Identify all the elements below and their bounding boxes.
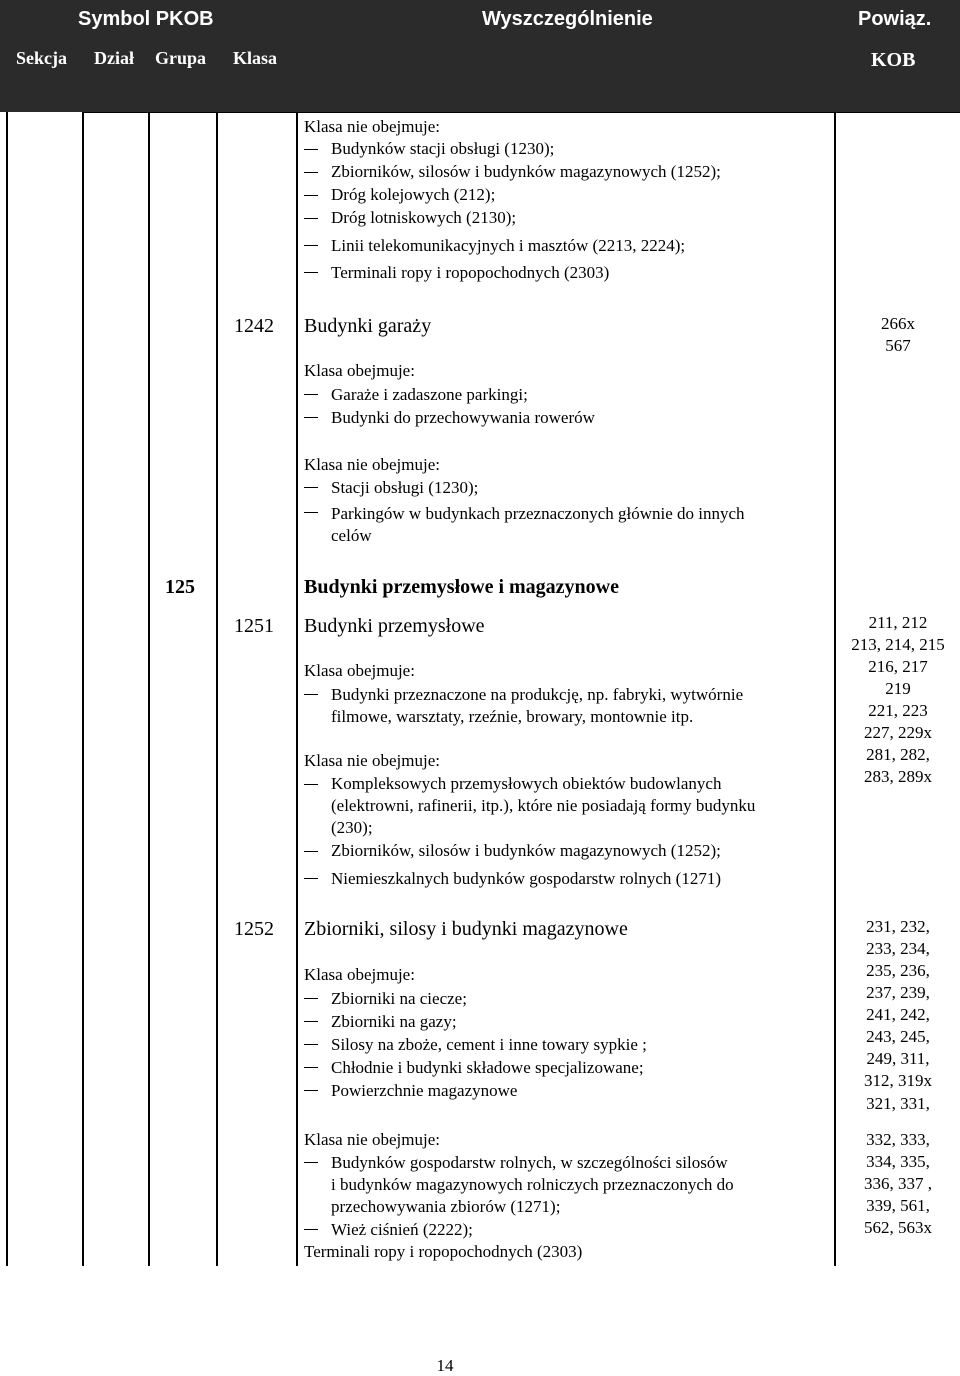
header-klasa: Klasa bbox=[233, 48, 278, 68]
column-divider bbox=[82, 112, 84, 1266]
cont-item: Terminali ropy i ropopochodnych (2303) bbox=[331, 263, 610, 282]
exclusion-item: Terminali ropy i ropopochodnych (2303) bbox=[304, 1242, 583, 1261]
bullet-dash bbox=[304, 851, 318, 852]
bullet-dash bbox=[304, 998, 318, 999]
class-code-1242: 1242 bbox=[234, 315, 274, 337]
inclusion-item: Powierzchnie magazynowe bbox=[331, 1081, 518, 1100]
class-code-1251: 1251 bbox=[234, 615, 274, 637]
bullet-dash bbox=[304, 1229, 318, 1230]
kob-1251: 281, 282, bbox=[866, 745, 930, 764]
header-grupa: Grupa bbox=[155, 48, 207, 68]
bullet-dash bbox=[304, 784, 318, 785]
bullet-dash bbox=[304, 878, 318, 879]
cont-item: Dróg lotniskowych (2130); bbox=[331, 208, 517, 227]
kob-1251: 227, 229x bbox=[864, 723, 932, 742]
cont-exclusion-label: Klasa nie obejmuje: bbox=[304, 117, 440, 136]
inclusion-label: Klasa obejmuje: bbox=[304, 661, 415, 680]
inclusion-item: filmowe, warsztaty, rzeźnie, browary, montownie itp. bbox=[331, 707, 694, 726]
kob-1252: 243, 245, bbox=[866, 1027, 930, 1046]
kob-1252: 312, 319x bbox=[864, 1071, 932, 1090]
bullet-dash bbox=[304, 172, 318, 173]
kob-1251: 211, 212 bbox=[868, 613, 928, 632]
bullet-dash bbox=[304, 149, 318, 150]
bullet-dash bbox=[304, 245, 318, 246]
inclusion-item: Budynki przeznaczone na produkcję, np. fabryki, wytwórnie bbox=[331, 685, 744, 704]
table-header bbox=[0, 0, 960, 112]
inclusion-item: Silosy na zboże, cement i inne towary sypkie ; bbox=[331, 1035, 647, 1054]
bullet-dash bbox=[304, 417, 318, 418]
bullet-dash bbox=[304, 1021, 318, 1022]
column-divider bbox=[148, 112, 150, 1266]
exclusion-item: (elektrowni, rafinerii, itp.), które nie posiadają formy budynku bbox=[331, 796, 756, 815]
cont-item: Dróg kolejowych (212); bbox=[331, 185, 496, 204]
header-powiaz: Powiąz. bbox=[858, 8, 932, 30]
bullet-dash bbox=[304, 1044, 318, 1045]
bullet-dash bbox=[304, 218, 318, 219]
group-title-125: Budynki przemysłowe i magazynowe bbox=[304, 576, 619, 598]
class-title-1252: Zbiorniki, silosy i budynki magazynowe bbox=[304, 918, 628, 940]
top-rule bbox=[82, 112, 960, 113]
exclusion-label: Klasa nie obejmuje: bbox=[304, 1130, 440, 1149]
kob-1252: 237, 239, bbox=[866, 983, 930, 1002]
page-number: 14 bbox=[436, 1356, 454, 1375]
header-sekcja: Sekcja bbox=[16, 48, 67, 68]
exclusion-item: Niemieszkalnych budynków gospodarstw rolnych (1271) bbox=[331, 869, 721, 888]
bullet-dash bbox=[304, 1162, 318, 1163]
inclusion-item: Garaże i zadaszone parkingi; bbox=[331, 385, 528, 404]
inclusion-item: Zbiorniki na ciecze; bbox=[331, 989, 467, 1008]
exclusion-item: i budynków magazynowych rolniczych przeznaczonych do bbox=[331, 1175, 734, 1194]
bullet-dash bbox=[304, 512, 318, 513]
exclusion-item: Budynków gospodarstw rolnych, w szczególności silosów bbox=[331, 1153, 728, 1172]
bullet-dash bbox=[304, 694, 318, 695]
kob-1252: 249, 311, bbox=[866, 1049, 930, 1068]
kob-1251: 219 bbox=[885, 679, 911, 698]
exclusion-item: Stacji obsługi (1230); bbox=[331, 478, 479, 497]
bullet-dash bbox=[304, 487, 318, 488]
kob-1251: 221, 223 bbox=[868, 701, 928, 720]
kob-1252: 321, 331, bbox=[866, 1094, 930, 1113]
header-kob: KOB bbox=[871, 49, 916, 71]
header-wyszczegolnienie: Wyszczególnienie bbox=[482, 8, 653, 30]
class-title-1251: Budynki przemysłowe bbox=[304, 615, 485, 637]
kob-1252: 235, 236, bbox=[866, 961, 930, 980]
kob-1252: 562, 563x bbox=[864, 1218, 932, 1237]
inclusion-item: Zbiorniki na gazy; bbox=[331, 1012, 457, 1031]
kob-1251: 213, 214, 215 bbox=[851, 635, 945, 654]
header-symbol: Symbol PKOB bbox=[78, 8, 214, 30]
inclusion-label: Klasa obejmuje: bbox=[304, 361, 415, 380]
kob-1252: 339, 561, bbox=[866, 1196, 930, 1215]
exclusion-item: Parkingów w budynkach przeznaczonych głównie do innych bbox=[331, 504, 745, 523]
bullet-dash bbox=[304, 272, 318, 273]
kob-1242: 567 bbox=[885, 336, 911, 355]
kob-1252: 332, 333, bbox=[866, 1130, 930, 1149]
column-divider bbox=[216, 112, 218, 1266]
exclusion-item: (230); bbox=[331, 818, 373, 837]
kob-1252: 241, 242, bbox=[866, 1005, 930, 1024]
kob-1252: 231, 232, bbox=[866, 917, 930, 936]
inclusion-item: Budynki do przechowywania rowerów bbox=[331, 408, 595, 427]
bullet-dash bbox=[304, 1090, 318, 1091]
bullet-dash bbox=[304, 195, 318, 196]
cont-item: Linii telekomunikacyjnych i masztów (2213, 2224); bbox=[331, 236, 686, 255]
exclusion-item: celów bbox=[331, 526, 372, 545]
header-dzial: Dział bbox=[94, 48, 134, 68]
exclusion-item: Kompleksowych przemysłowych obiektów budowlanych bbox=[331, 774, 722, 793]
kob-1251: 283, 289x bbox=[864, 767, 932, 786]
exclusion-label: Klasa nie obejmuje: bbox=[304, 751, 440, 770]
kob-1252: 336, 337 , bbox=[864, 1174, 932, 1193]
kob-1251: 216, 217 bbox=[868, 657, 928, 676]
kob-1242: 266x bbox=[881, 314, 915, 333]
class-code-1252: 1252 bbox=[234, 918, 274, 940]
exclusion-item: Zbiorników, silosów i budynków magazynowych (1252); bbox=[331, 841, 721, 860]
kob-1252: 233, 234, bbox=[866, 939, 930, 958]
inclusion-item: Chłodnie i budynki składowe specjalizowane; bbox=[331, 1058, 644, 1077]
class-title-1242: Budynki garaży bbox=[304, 315, 432, 337]
cont-item: Budynków stacji obsługi (1230); bbox=[331, 139, 555, 158]
column-divider bbox=[296, 112, 298, 1266]
cont-item: Zbiorników, silosów i budynków magazynowych (1252); bbox=[331, 162, 721, 181]
exclusion-item: przechowywania zbiorów (1271); bbox=[331, 1197, 561, 1216]
exclusion-label: Klasa nie obejmuje: bbox=[304, 455, 440, 474]
exclusion-item: Wież ciśnień (2222); bbox=[331, 1220, 473, 1239]
kob-1252: 334, 335, bbox=[866, 1152, 930, 1171]
bullet-dash bbox=[304, 394, 318, 395]
group-code-125: 125 bbox=[165, 576, 195, 598]
bullet-dash bbox=[304, 1067, 318, 1068]
inclusion-label: Klasa obejmuje: bbox=[304, 965, 415, 984]
column-divider bbox=[6, 112, 8, 1266]
